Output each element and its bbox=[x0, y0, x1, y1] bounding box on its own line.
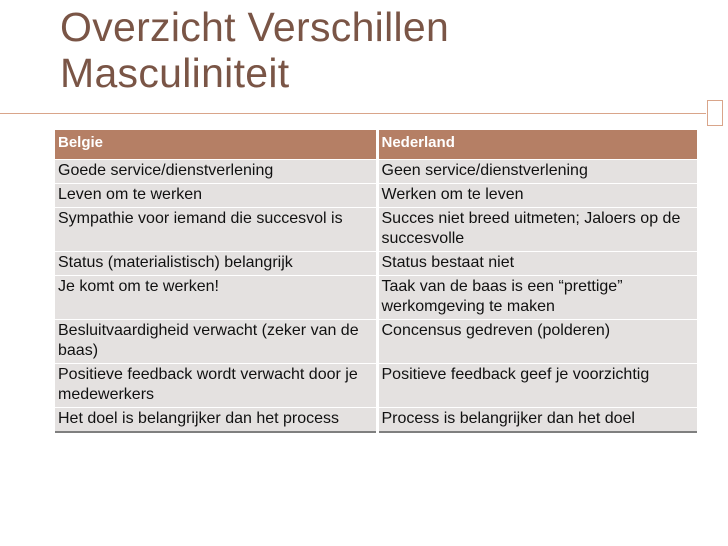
cell-belgie: Goede service/dienstverlening bbox=[55, 160, 377, 184]
title-divider bbox=[0, 113, 706, 114]
table-row bbox=[55, 364, 697, 408]
table-header-row bbox=[55, 130, 697, 160]
cell-belgie: Status (materialistisch) belangrijk bbox=[55, 252, 377, 276]
table-row bbox=[55, 408, 697, 433]
cell-nederland: Process is belangrijker dan het doel bbox=[377, 408, 697, 433]
cell-belgie: Positieve feedback wordt verwacht door je medewerkers bbox=[55, 364, 377, 408]
slide-title bbox=[60, 4, 680, 96]
cell-belgie: Het doel is belangrijker dan het process bbox=[55, 408, 377, 433]
cell-nederland: Geen service/dienstverlening bbox=[377, 160, 697, 184]
cell-belgie: Je komt om te werken! bbox=[55, 276, 377, 320]
table-row bbox=[55, 276, 697, 320]
cell-nederland: Werken om te leven bbox=[377, 184, 697, 208]
cell-nederland: Concensus gedreven (polderen) bbox=[377, 320, 697, 364]
table-row bbox=[55, 320, 697, 364]
title-line-1: Overzicht Verschillen bbox=[60, 4, 450, 50]
cell-nederland: Succes niet breed uitmeten; Jaloers op de succesvolle bbox=[377, 208, 697, 252]
cell-nederland: Status bestaat niet bbox=[377, 252, 697, 276]
table-row bbox=[55, 252, 697, 276]
decorative-accent-box bbox=[707, 100, 723, 126]
cell-belgie: Leven om te werken bbox=[55, 184, 377, 208]
cell-nederland: Taak van de baas is een “prettige” werkomgeving te maken bbox=[377, 276, 697, 320]
cell-belgie: Sympathie voor iemand die succesvol is bbox=[55, 208, 377, 252]
table-row bbox=[55, 160, 697, 184]
title-line-2: Masculiniteit bbox=[60, 50, 290, 96]
header-nederland: Nederland bbox=[377, 130, 697, 160]
comparison-table bbox=[55, 130, 697, 433]
table-row bbox=[55, 184, 697, 208]
cell-belgie: Besluitvaardigheid verwacht (zeker van de baas) bbox=[55, 320, 377, 364]
header-belgie: Belgie bbox=[55, 130, 377, 160]
table-row bbox=[55, 208, 697, 252]
cell-nederland: Positieve feedback geef je voorzichtig bbox=[377, 364, 697, 408]
